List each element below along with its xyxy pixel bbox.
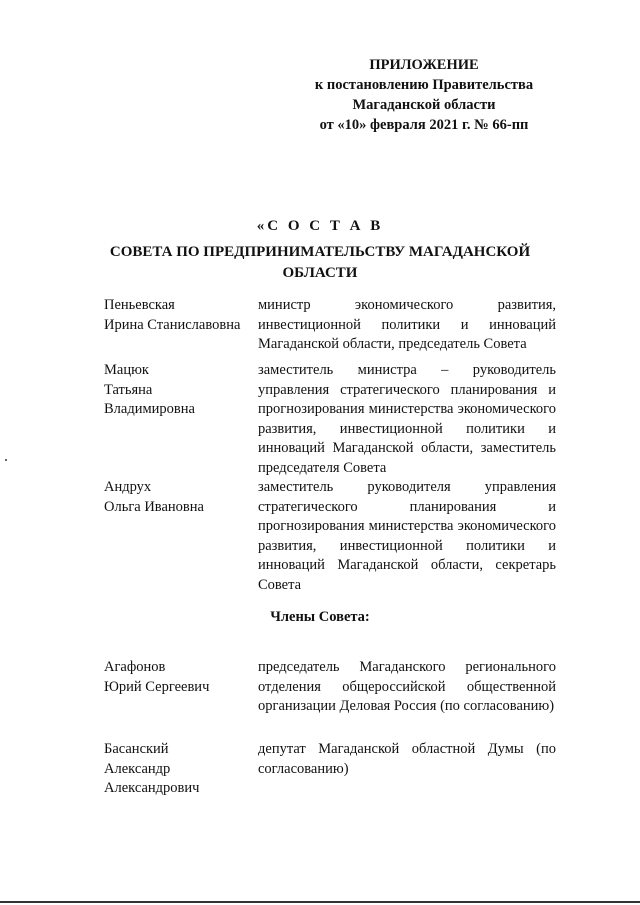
person-name [104,478,254,517]
name-line: Александр [104,760,171,777]
person-role: председатель Магаданского регионального отделения общероссийской общественной организации Деловая Россия (по согласованию) [258,659,556,714]
name-line: Владимировна [104,401,195,417]
name-line: Ольга Ивановна [104,498,204,515]
person-role: депутат Магаданской областной Думы (по согласованию) [258,741,556,777]
members-heading: Члены Совета: [270,609,370,625]
name-line: Мацюк [104,362,149,378]
name-line: Басанский [104,741,169,757]
person-name [104,740,254,799]
document-title [0,216,640,284]
name-line: Юрий Сергеевич [104,678,210,695]
person-role: заместитель министра – руководитель управления стратегического планирования и прогнозирования министерства экономического развития, инвестиционной политики и инноваций Магаданской области, заместитель председателя Совета [258,362,556,476]
person-role: заместитель руководителя управления стратегического планирования и прогнозирования министерства экономического развития, инвестиционной политики и инноваций Магаданской области, секретарь Совета [258,479,556,593]
person-name [104,296,254,335]
title-line-2: СОВЕТА ПО ПРЕДПРИНИМАТЕЛЬСТВУ МАГАДАНСКОЙ [109,244,531,260]
name-line: Татьяна [104,381,153,398]
person-name [104,361,254,420]
name-line: Агафонов [104,659,166,675]
title-line-1: «С О С Т А В [256,218,384,234]
appendix-line-1: к постановлению Правительства [314,77,534,93]
scan-speck [5,459,7,461]
name-line: Александрович [104,780,200,796]
name-line: Пеньевская [104,297,175,313]
appendix-line-3: от «10» февраля 2021 г. № 66-пп [319,117,529,133]
person-role: министр экономического развития, инвестиционной политики и инноваций Магаданской области, председатель Совета [258,297,556,352]
name-line: Ирина Станиславовна [104,316,241,333]
page-bottom-edge [0,901,640,903]
name-line: Андрух [104,479,152,495]
appendix-block [294,55,554,135]
person-name [104,658,254,697]
appendix-label: ПРИЛОЖЕНИЕ [369,57,479,73]
appendix-line-2: Магаданской области [352,97,496,113]
title-line-3: ОБЛАСТИ [282,265,358,281]
